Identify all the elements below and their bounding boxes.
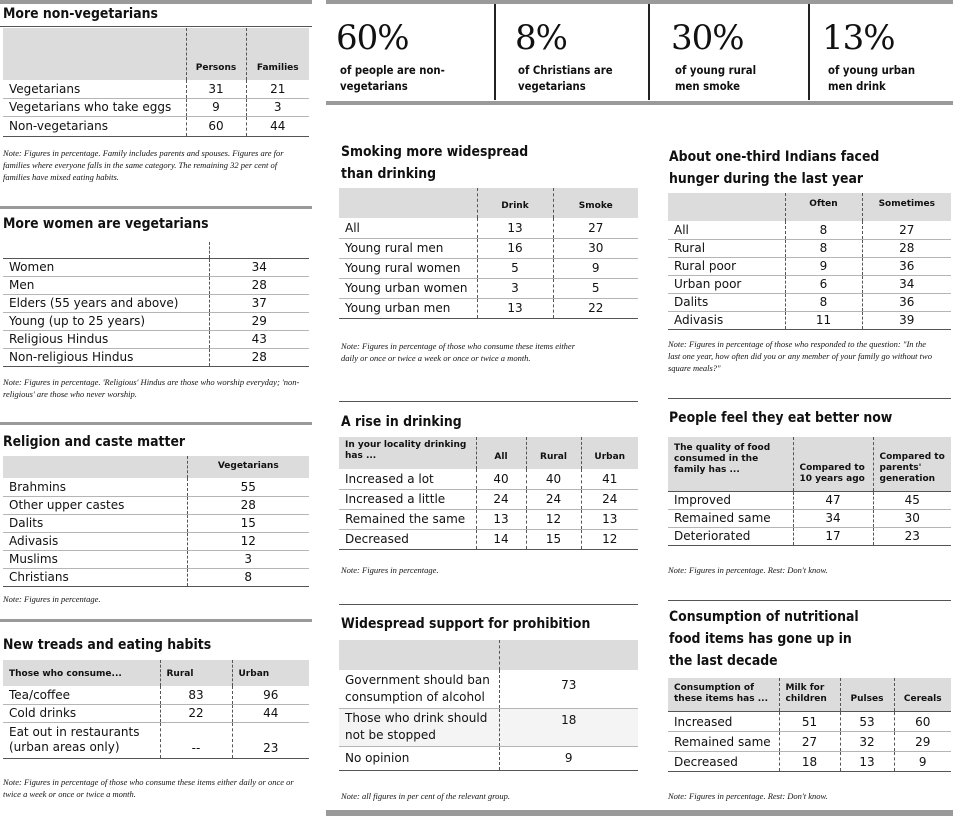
stats-bottom-rule — [326, 101, 953, 105]
religion-h1: Vegetarians — [187, 456, 309, 478]
stat-value-2: 8% — [515, 18, 567, 58]
table-cell: 60 — [894, 712, 951, 732]
table-cell: 13 — [477, 298, 553, 318]
table-cell: 40 — [476, 469, 526, 489]
table-cell: Decreased — [668, 752, 779, 772]
table-cell: 8 — [785, 293, 862, 311]
table-cell: 6 — [785, 275, 862, 293]
table-cell: Young rural women — [339, 258, 477, 278]
rule-drinking — [339, 401, 638, 402]
prohibition-title: Widespread support for prohibition — [341, 616, 591, 632]
table-cell: Other upper castes — [3, 496, 187, 514]
table-cell: Muslims — [3, 550, 187, 568]
table-cell: 13 — [581, 509, 638, 529]
table-cell: Increased a lot — [339, 469, 476, 489]
religion-title: Religion and caste matter — [3, 434, 186, 450]
table-cell: No opinion — [339, 746, 499, 770]
table-cell: 37 — [209, 294, 309, 312]
stat-text-3: of young rural men smoke — [675, 63, 757, 93]
table-cell: Young (up to 25 years) — [3, 312, 209, 330]
table-cell: Young urban men — [339, 298, 477, 318]
nonveg-h0 — [3, 28, 186, 80]
table-cell: 8 — [785, 221, 862, 239]
drinking-h3: Urban — [581, 437, 638, 469]
table-cell: 31 — [186, 80, 246, 98]
table-cell: 21 — [246, 80, 309, 98]
table-cell: Elders (55 years and above) — [3, 294, 209, 312]
prohibition-table — [339, 640, 638, 771]
table-cell: 39 — [862, 311, 951, 329]
table-cell: 17 — [793, 527, 873, 545]
table-cell: Adivasis — [668, 311, 785, 329]
table-cell: Non-vegetarians — [3, 116, 186, 136]
smoking-title: Smoking more widespread than drinking — [341, 144, 529, 182]
table-cell: 30 — [553, 238, 638, 258]
rule-nutrition — [668, 600, 951, 601]
drinking-h1: All — [476, 437, 526, 469]
stat-value-3: 30% — [671, 18, 744, 58]
table-cell: 27 — [862, 221, 951, 239]
table-cell: 27 — [779, 732, 840, 752]
table-cell: 3 — [477, 278, 553, 298]
table-cell: 24 — [581, 489, 638, 509]
smoking-table — [339, 188, 638, 319]
table-cell: 12 — [581, 529, 638, 549]
drinking-h2: Rural — [526, 437, 581, 469]
nutrition-note: Note: Figures in percentage. Rest: Don't know. — [668, 791, 828, 801]
table-cell: Vegetarians who take eggs — [3, 98, 186, 116]
nutrition-title: Consumption of nutritional food items has gone up in the last decade — [669, 609, 859, 669]
table-cell: Dalits — [668, 293, 785, 311]
eatbetter-note: Note: Figures in percentage. Rest: Don't know. — [668, 565, 828, 575]
table-cell: 14 — [476, 529, 526, 549]
table-cell: 34 — [209, 258, 309, 276]
women-title: More women are vegetarians — [3, 216, 209, 232]
table-cell: 29 — [894, 732, 951, 752]
prohibition-note: Note: all figures in per cent of the relevant group. — [341, 791, 511, 801]
table-cell: Men — [3, 276, 209, 294]
table-cell: 45 — [873, 491, 951, 509]
smoking-h1: Drink — [477, 188, 553, 218]
eatbetter-table — [668, 437, 951, 546]
table-cell: 5 — [477, 258, 553, 278]
table-cell: Improved — [668, 491, 793, 509]
table-cell: 12 — [187, 532, 309, 550]
table-cell: 44 — [246, 116, 309, 136]
table-cell: 11 — [785, 311, 862, 329]
nutrition-h0: Consumption of these items has ... — [668, 678, 779, 712]
women-note: Note: Figures in percentage. 'Religious' Hindus are those who worship everyday; 'non-religious' are those who never worship. — [3, 377, 300, 399]
table-cell: Urban poor — [668, 275, 785, 293]
table-cell: 34 — [862, 275, 951, 293]
table-cell: 15 — [526, 529, 581, 549]
hunger-note: Note: Figures in percentage of those who responded to the question: "In the last one year, how often did you or any member of your family go without two square meals?" — [668, 339, 932, 373]
religion-table — [3, 456, 309, 587]
bottom-rule — [326, 810, 953, 816]
table-cell: 8 — [187, 568, 309, 586]
table-cell: 13 — [476, 509, 526, 529]
table-cell: 43 — [209, 330, 309, 348]
table-cell: Increased a little — [339, 489, 476, 509]
trends-title: New treads and eating habits — [3, 637, 212, 653]
table-cell: 73 — [499, 670, 638, 708]
drinking-h0: In your locality drinking has ... — [339, 437, 476, 469]
stats-top-rule — [326, 0, 953, 4]
stat-text-2: of Christians are vegetarians — [518, 63, 613, 93]
stat-text-4: of young urban men drink — [828, 63, 916, 93]
table-cell: Government should ban consumption of alcohol — [339, 670, 499, 708]
hunger-title: About one-third Indians faced hunger during the last year — [669, 149, 880, 187]
table-cell: 28 — [862, 239, 951, 257]
table-cell: Rural poor — [668, 257, 785, 275]
table-cell: 9 — [553, 258, 638, 278]
table-cell: 5 — [553, 278, 638, 298]
table-cell: 32 — [840, 732, 894, 752]
nonveg-table — [3, 28, 309, 137]
trends-note: Note: Figures in percentage of those who consume these items either daily or once or twice a week or once or twice a month. — [3, 777, 294, 799]
table-cell: Christians — [3, 568, 187, 586]
nutrition-h1: Milk for children — [779, 678, 840, 712]
stat-text-1: of people are non-vegetarians — [340, 63, 445, 93]
table-cell: 83 — [160, 686, 232, 704]
table-cell: Increased — [668, 712, 779, 732]
table-cell: 13 — [477, 218, 553, 238]
table-cell: Women — [3, 258, 209, 276]
table-cell: 9 — [186, 98, 246, 116]
table-cell: 16 — [477, 238, 553, 258]
table-cell: 18 — [779, 752, 840, 772]
table-cell: 18 — [499, 708, 638, 746]
eatbetter-h2: Compared to parents' generation — [873, 437, 951, 491]
table-cell: 15 — [187, 514, 309, 532]
table-cell: All — [339, 218, 477, 238]
table-cell: 30 — [873, 509, 951, 527]
trends-h2: Urban — [232, 660, 309, 686]
nonveg-title: More non-vegetarians — [3, 6, 158, 22]
table-cell: 23 — [232, 722, 309, 758]
table-cell: 96 — [232, 686, 309, 704]
table-cell: Dalits — [3, 514, 187, 532]
hunger-h2: Sometimes — [862, 193, 951, 221]
eatbetter-h0: The quality of food consumed in the family has ... — [668, 437, 793, 491]
nutrition-h2: Pulses — [840, 678, 894, 712]
table-cell: 9 — [785, 257, 862, 275]
religion-h0 — [3, 456, 187, 478]
eatbetter-title: People feel they eat better now — [669, 410, 893, 426]
table-cell: Remained same — [668, 509, 793, 527]
smoking-h2: Smoke — [553, 188, 638, 218]
table-cell: Non-religious Hindus — [3, 348, 209, 366]
table-cell: 22 — [160, 704, 232, 722]
table-cell: 51 — [779, 712, 840, 732]
nutrition-table — [668, 678, 951, 772]
table-cell: 36 — [862, 257, 951, 275]
table-cell: 24 — [526, 489, 581, 509]
table-cell: Those who drink should not be stopped — [339, 708, 499, 746]
table-cell: Adivasis — [3, 532, 187, 550]
table-cell: 9 — [499, 746, 638, 770]
nonveg-header-rule — [0, 26, 312, 27]
table-cell: Rural — [668, 239, 785, 257]
nonveg-h2: Families — [246, 28, 309, 80]
table-cell: 24 — [476, 489, 526, 509]
drinking-title: A rise in drinking — [341, 414, 462, 430]
table-cell: 27 — [553, 218, 638, 238]
table-cell: 3 — [246, 98, 309, 116]
trends-table — [3, 660, 309, 759]
table-cell: Decreased — [339, 529, 476, 549]
stat-value-4: 13% — [822, 18, 895, 58]
table-cell: 34 — [793, 509, 873, 527]
table-cell: 55 — [187, 478, 309, 496]
hunger-h0 — [668, 193, 785, 221]
rule-prohibition — [339, 604, 638, 605]
table-cell: 13 — [840, 752, 894, 772]
table-cell: 36 — [862, 293, 951, 311]
table-cell: Tea/coffee — [3, 686, 160, 704]
rule-religion — [0, 422, 312, 425]
nonveg-note: Note: Figures in percentage. Family includes parents and spouses. Figures are for families where everyone falls in the same category. The remaining 32 per cent of families have mixed eating habits. — [3, 148, 284, 182]
table-cell: 22 — [553, 298, 638, 318]
table-cell: 60 — [186, 116, 246, 136]
table-cell: Brahmins — [3, 478, 187, 496]
table-cell: Young urban women — [339, 278, 477, 298]
trends-h0: Those who consume... — [3, 660, 160, 686]
table-cell: Cold drinks — [3, 704, 160, 722]
hunger-table — [668, 193, 951, 330]
hunger-h1: Often — [785, 193, 862, 221]
table-cell: 3 — [187, 550, 309, 568]
table-cell: 40 — [526, 469, 581, 489]
smoking-note: Note: Figures in percentage of those who consume these items either daily or once or twice a week or once or twice a month. — [341, 341, 576, 363]
table-cell: Remained same — [668, 732, 779, 752]
rule-trends — [0, 619, 312, 622]
stat-divider — [494, 4, 496, 100]
drinking-note: Note: Figures in percentage. — [341, 565, 439, 575]
table-cell: Deteriorated — [668, 527, 793, 545]
drinking-table — [339, 437, 638, 550]
table-cell: Eat out in restaurants (urban areas only) — [3, 722, 160, 758]
table-cell: Vegetarians — [3, 80, 186, 98]
table-cell: -- — [160, 722, 232, 758]
table-cell: Young rural men — [339, 238, 477, 258]
stat-divider — [808, 4, 810, 100]
table-cell: 53 — [840, 712, 894, 732]
smoking-h0 — [339, 188, 477, 218]
table-cell: 41 — [581, 469, 638, 489]
table-cell: Remained the same — [339, 509, 476, 529]
table-cell: 28 — [209, 348, 309, 366]
stat-value-1: 60% — [336, 18, 409, 58]
nonveg-h1: Persons — [186, 28, 246, 80]
women-table — [3, 242, 309, 367]
rule-eatbetter — [668, 398, 951, 399]
table-cell: 44 — [232, 704, 309, 722]
table-cell: 28 — [209, 276, 309, 294]
table-cell: 12 — [526, 509, 581, 529]
table-cell: All — [668, 221, 785, 239]
religion-note: Note: Figures in percentage. — [3, 594, 101, 604]
table-cell: 8 — [785, 239, 862, 257]
table-cell: 29 — [209, 312, 309, 330]
table-cell: 23 — [873, 527, 951, 545]
eatbetter-h1: Compared to 10 years ago — [793, 437, 873, 491]
table-cell: Religious Hindus — [3, 330, 209, 348]
table-cell: 47 — [793, 491, 873, 509]
nutrition-h3: Cereals — [894, 678, 951, 712]
stat-divider — [648, 4, 650, 100]
table-cell: 28 — [187, 496, 309, 514]
rule-women — [0, 206, 312, 209]
trends-h1: Rural — [160, 660, 232, 686]
table-cell: 9 — [894, 752, 951, 772]
